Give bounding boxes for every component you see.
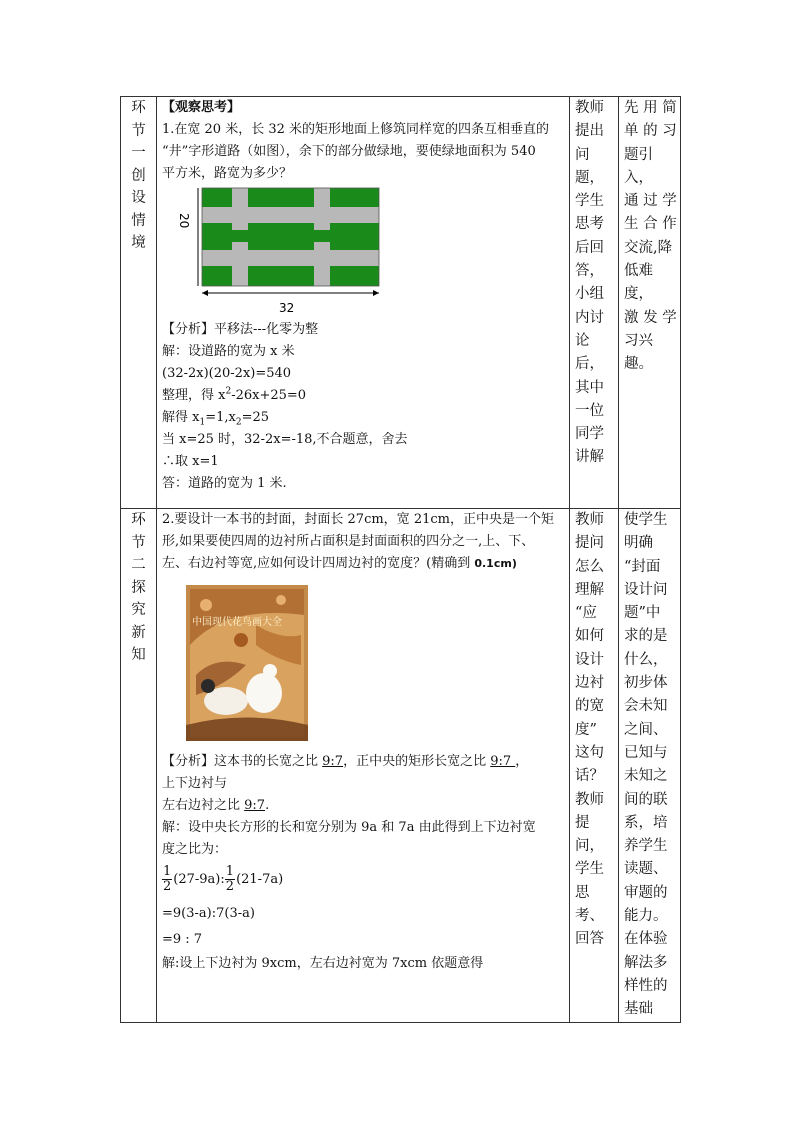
solution-line: ∴取 x=1: [162, 454, 219, 469]
teacher-activity-line: 题，: [575, 169, 604, 186]
math-expression: $\frac{1}{2}$ (27-9a): $\frac{1}{2}$ (21-7a): [163, 864, 284, 894]
stage-label-char: 一: [131, 145, 146, 161]
teacher-activity-line: 教师: [575, 512, 604, 528]
design-intent-line: 间的联: [624, 791, 668, 808]
design-intent-line: 通 过 学: [624, 193, 677, 210]
teacher-activity-line: 教师: [575, 100, 604, 116]
problem-line: “井”字形道路（如图），余下的部分做绿地，要使绿地面积为 540: [162, 144, 536, 159]
design-intent-line: 习兴趣。: [624, 332, 653, 373]
analysis-text: 上下边衬与: [162, 776, 228, 791]
table-row: [121, 97, 681, 509]
analysis-text: 左右边衬之比 9:7.: [162, 798, 270, 813]
design-intent-line: 激 发 学: [624, 309, 677, 326]
design-intent-line: 使学生: [624, 512, 668, 528]
section-heading: 【观察思考】: [162, 100, 241, 115]
design-intent-line: 养学生: [624, 838, 668, 855]
stage-label-char: 新: [131, 624, 146, 641]
design-intent-line: 未知之: [624, 768, 668, 785]
book-cover-picture: [186, 585, 308, 741]
arrow-right-icon: [373, 290, 379, 296]
green-plot: [202, 230, 379, 242]
problem-line: 形,如果要使四周的边衬所占面积是封面面积的四分之一,上、下、: [162, 534, 535, 549]
design-intent-cell: [619, 509, 681, 1023]
design-intent-line: 已知与: [624, 744, 668, 761]
stage-label-char: 环: [131, 100, 146, 116]
teacher-activity-cell: [570, 509, 619, 1023]
teacher-activity-line: 问，: [575, 838, 604, 855]
road-horizontal: [202, 207, 379, 223]
teacher-activity-line: 提出: [575, 123, 604, 140]
teacher-activity-cell: [570, 97, 619, 509]
analysis-text: 【分析】平移法---化零为整: [162, 322, 319, 337]
design-intent-line: 求的是: [624, 628, 668, 645]
teacher-activity-line: 论: [575, 332, 590, 349]
lesson-plan-table: [120, 96, 681, 1023]
design-intent-line: 生 合 作: [624, 216, 677, 233]
design-intent-line: 系，培: [624, 814, 668, 831]
math-expression: =9 : 7: [162, 932, 203, 947]
problem-line: 1.在宽 20 米，长 32 米的矩形地面上修筑同样宽的四条互相垂直的: [162, 122, 550, 137]
design-intent-line: 会未知: [624, 698, 668, 715]
teacher-activity-line: 这句: [575, 744, 604, 761]
math-expression: =9(3-a):7(3-a): [162, 906, 255, 921]
road-diagram: [162, 185, 392, 319]
teacher-activity-line: 其中: [575, 379, 604, 396]
analysis-text: 【分析】这本书的长宽之比 9:7，正中央的矩形长宽之比 9:7 ，: [162, 754, 529, 769]
teacher-activity-line: 怎么: [575, 558, 604, 575]
teacher-activity-line: 一位: [575, 402, 604, 419]
stage-label-char: 探: [131, 579, 146, 596]
arrow-left-icon: [202, 290, 208, 296]
solution-line: 解:设上下边衬为 9xcm，左右边衬宽为 7xcm 依题意得: [162, 956, 484, 971]
table-row: [121, 509, 681, 1023]
teacher-activity-line: 的宽: [575, 698, 604, 715]
teacher-activity-line: 提: [575, 814, 590, 831]
design-intent-line: 题引入，: [624, 146, 653, 186]
teacher-activity-line: 如何: [575, 628, 604, 645]
teacher-activity-line: 学生: [575, 861, 604, 878]
stage-cell: [121, 509, 157, 1023]
length-label: 32: [279, 301, 295, 315]
solution-line: 整理，得 $x^2-26x+25=0$: [162, 386, 307, 403]
problem-line: 左、右边衬等宽,应如何设计四周边衬的宽度？(精确到 0.1cm): [162, 556, 517, 571]
teacher-activity-line: 思: [575, 884, 590, 901]
stage-label-char: 节: [131, 534, 146, 551]
teacher-activity-line: 考、: [575, 908, 604, 925]
fraction: $\frac{1}{2}$: [225, 864, 235, 894]
design-intent-line: 解法多: [624, 954, 668, 971]
design-intent-line: 样性的: [624, 977, 668, 994]
teacher-activity-line: 提问: [575, 535, 604, 552]
stage-cell: [121, 97, 157, 509]
solution-line: 解得 $x_1=1,x_2=25$: [162, 410, 270, 428]
design-intent-line: 低难度，: [624, 263, 653, 303]
design-intent-line: 初步体: [624, 675, 668, 692]
design-intent-cell: [619, 97, 681, 509]
problem-line: 2.要设计一本书的封面，封面长 27cm，宽 21cm，正中央是一个矩: [162, 512, 554, 527]
teacher-activity-line: 讲解: [575, 449, 604, 466]
solution-line: 当 x=25 时，32-2x=-18,不合题意，舍去: [162, 432, 408, 447]
stage-label-char: 知: [131, 647, 146, 663]
stage-label-char: 环: [131, 512, 146, 528]
stage-label-char: 境: [131, 235, 146, 251]
design-intent-line: 什么，: [624, 651, 668, 668]
width-label: 20: [177, 213, 191, 229]
design-intent-line: 基础: [624, 1001, 653, 1018]
stage-label-char: 究: [131, 602, 146, 618]
design-intent-line: 审题的: [624, 884, 668, 901]
solution-line: 解：设中央长方形的长和宽分别为 9a 和 7a 由此得到上下边衬宽: [162, 820, 536, 835]
design-intent-line: 明确: [624, 535, 653, 552]
stage-label-char: 设: [131, 190, 146, 206]
teacher-activity-line: 小组: [575, 286, 604, 303]
design-intent-line: 先 用 简: [624, 100, 677, 116]
answer-line: 答：道路的宽为 1 米.: [162, 476, 287, 491]
stage-label-char: 节: [131, 122, 146, 139]
green-plot: [232, 230, 248, 242]
content-cell: [157, 509, 570, 1023]
road-figure: [162, 185, 563, 319]
design-intent-line: 读题、: [624, 861, 668, 878]
teacher-activity-line: 学生: [575, 193, 604, 210]
stage-label-char: 二: [131, 557, 146, 573]
problem-line: 平方米，路宽为多少？: [162, 166, 293, 181]
solution-line: 解：设道路的宽为 x 米: [162, 344, 295, 359]
teacher-activity-line: 后回: [575, 239, 604, 256]
teacher-activity-line: 教师: [575, 791, 604, 808]
stage-label-char: 创: [131, 167, 146, 184]
design-intent-line: 在体验: [624, 931, 668, 948]
design-intent-line: “封面: [624, 558, 661, 575]
solution-line: (32-2x)(20-2x)=540: [162, 366, 292, 381]
teacher-activity-line: 问: [575, 146, 590, 163]
teacher-activity-line: 内讨: [575, 309, 604, 326]
cover-title: 中国现代花鸟画大全: [192, 617, 282, 628]
fraction: $\frac{1}{2}$: [163, 864, 172, 894]
design-intent-line: 交流,降: [624, 239, 673, 256]
teacher-activity-line: 话？: [575, 768, 604, 785]
teacher-activity-line: 度”: [575, 721, 597, 738]
teacher-activity-line: 回答: [575, 931, 604, 948]
solution-line: 度之比为：: [162, 842, 228, 857]
teacher-activity-line: 后，: [575, 356, 604, 373]
teacher-activity-line: 答，: [575, 263, 604, 280]
stage-label-char: 情: [131, 212, 146, 229]
design-intent-line: 之间、: [624, 721, 668, 738]
teacher-activity-line: 边衬: [575, 675, 604, 692]
teacher-activity-line: 思考: [575, 216, 604, 233]
road-horizontal: [202, 250, 379, 266]
design-intent-line: 单 的 习: [624, 123, 677, 140]
content-cell: [157, 97, 570, 509]
teacher-activity-line: 理解: [575, 581, 604, 598]
teacher-activity-line: 同学: [575, 426, 604, 443]
design-intent-line: 设计问: [624, 581, 668, 598]
design-intent-line: 能力。: [624, 908, 668, 925]
teacher-activity-line: “应: [575, 605, 597, 622]
book-cover-image: [162, 575, 563, 751]
design-intent-line: 题”中: [624, 605, 661, 622]
teacher-activity-line: 设计: [575, 651, 604, 668]
